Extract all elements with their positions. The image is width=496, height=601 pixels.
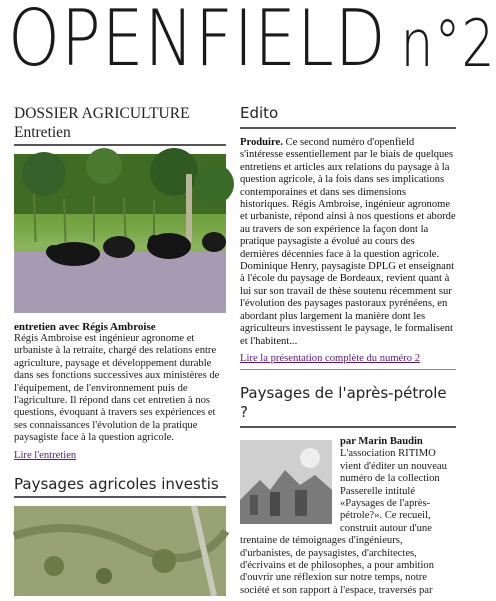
interview-photo[interactable] <box>14 154 226 313</box>
aerial-landscape-image <box>14 506 226 596</box>
issue-number: n°2 <box>400 7 496 82</box>
edito-lead: Produire. <box>240 137 283 148</box>
aerial-photo[interactable] <box>14 506 226 596</box>
read-interview-link[interactable]: Lire l'entretien <box>14 449 77 461</box>
edito-title: Edito <box>240 104 279 122</box>
article-title[interactable]: Paysages de l'après-pétrole ? <box>240 383 447 421</box>
article-thumbnail[interactable] <box>240 440 332 524</box>
article-author: par Marin Baudin <box>340 435 423 447</box>
section-rule <box>14 144 226 146</box>
article <box>240 436 456 597</box>
section2-title: Paysages agricoles investis <box>14 474 219 493</box>
dossier-title: DOSSIER AGRICULTURE <box>14 105 190 122</box>
site-title[interactable]: OPENFIELD <box>8 0 387 85</box>
edito-body: Ce second numéro d'openfield s'intéresse essentiellement par le biais de quelques entretiens et articles aux relations du paysage à la question agricole, à la fois dans ses implications contemporaines et dans ses dimensions historiques. Régis Ambroise, ingénieur agronome et urbaniste, répond ainsi à nos questions et aborde au travers de son expérience la façon dont la pratique paysagiste a évolué au cours des dernières décennies face à la question agricole. Dominique Henry, paysagiste DPLG et enseignant à l'école du paysage de Bordeaux, revient quant à lui sur son travail de thèse soutenu récemment sur l'évolution des paysages pastoraux pyrénéens, en abordant plus largement la manière dont les agriculteurs investissent le paysage, le formalisent et l'habitent... <box>240 137 456 347</box>
section-rule <box>240 127 456 129</box>
section-rule <box>240 426 456 428</box>
left-column <box>14 104 226 596</box>
pigs-field-image <box>14 154 226 313</box>
section-rule <box>14 496 226 498</box>
masthead <box>8 0 496 90</box>
interview-body: Régis Ambroise est ingénieur agronome et urbaniste à la retraite, chargé des relations entre agriculture, paysage et développement durable dans ses fonctions successives aux ministères de l'équipement, de l'environnement puis de l'agriculture. Il répond dans cet entretien à nos questions, évoquant à travers ses expériences et ses connaissances l'évolution de la pratique paysagiste face à la question agricole. <box>14 333 220 444</box>
read-presentation-link[interactable]: Lire la présentation complète du numéro 2 <box>240 352 421 364</box>
dossier-subtitle: Entretien <box>14 124 71 141</box>
city-image <box>240 440 332 524</box>
right-column <box>240 104 456 597</box>
article-body: L'association RITIMO vient d'éditer un nouveau numéro de la collection Passerelle intitulé «Paysages de l'après-pétrole?». Ce recueil, construit autour d'une trentaine de témoignages d'ingénieurs, d'urbanistes, de paysagistes, d'architectes, d'écrivains et de philosophes, a pour ambition d'ouvrir une réflexion sur notre temps, notre société et son rapport à l'espace, traversés par <box>240 448 447 596</box>
interview-heading: entretien avec Régis Ambroise <box>14 321 156 333</box>
section-rule <box>240 369 456 370</box>
edito-text <box>240 137 456 348</box>
